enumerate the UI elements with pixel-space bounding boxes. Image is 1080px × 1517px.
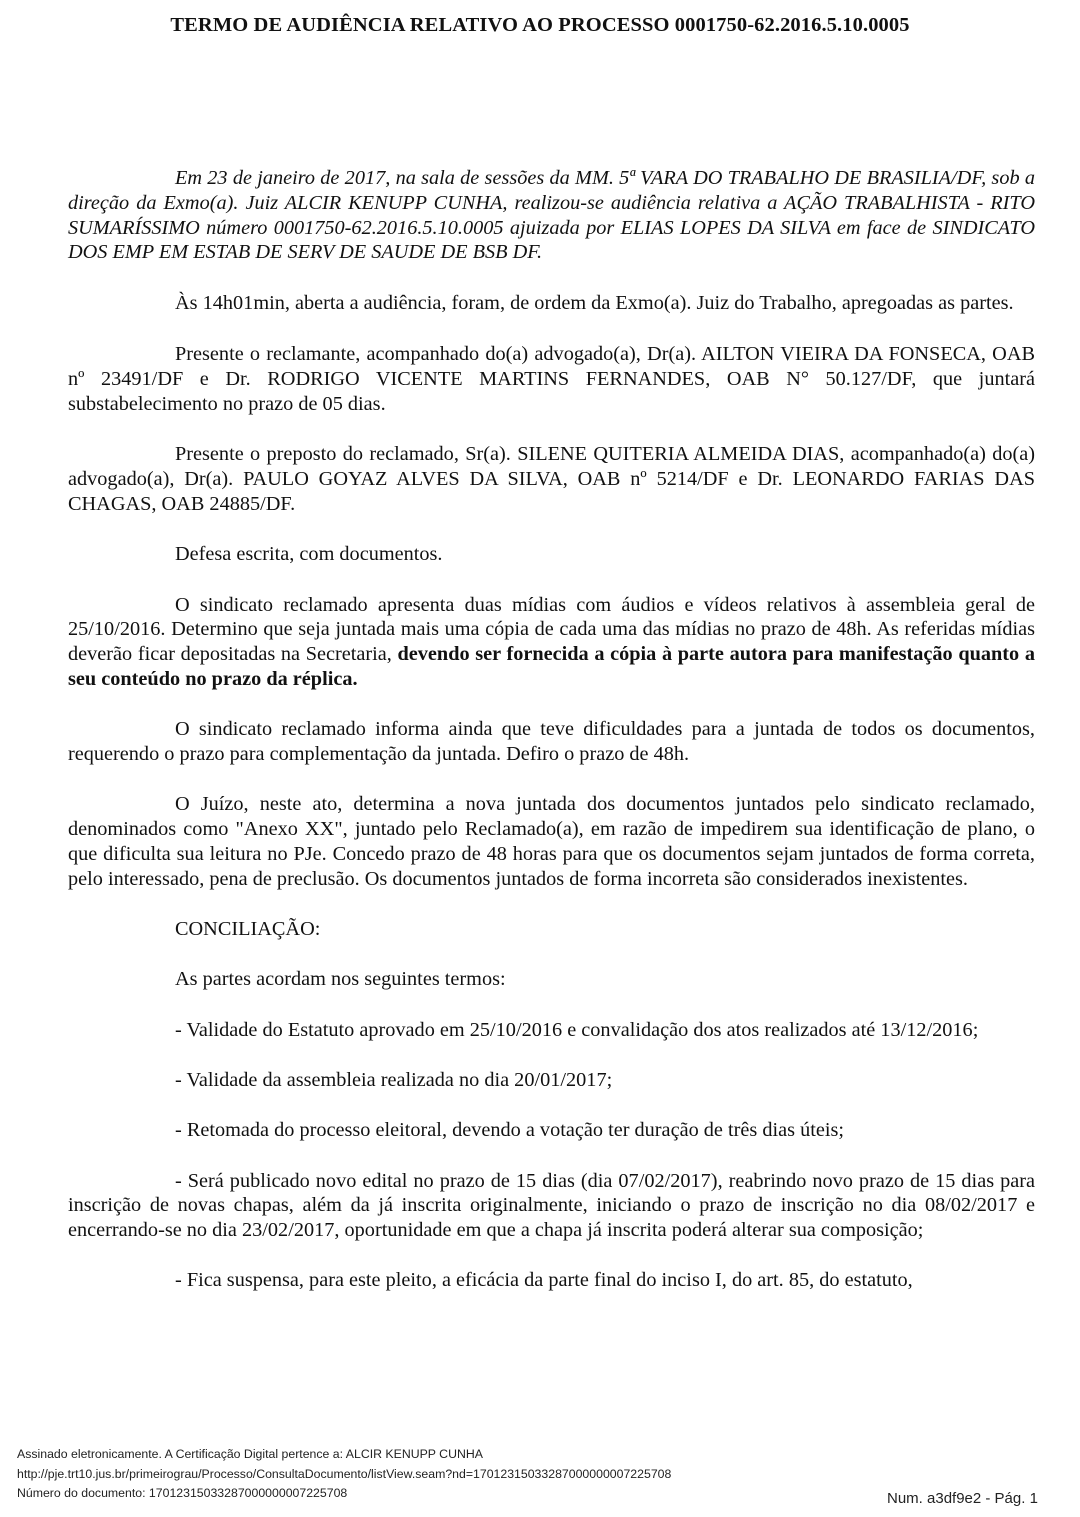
document-body bbox=[68, 166, 1035, 1319]
signature-footer bbox=[17, 1445, 671, 1504]
paragraph-opening-hearing: Às 14h01min, aberta a audiência, foram, de ordem da Exmo(a). Juiz do Trabalho, apregoadas as partes. bbox=[175, 291, 1014, 314]
paragraph-claimant-present: Presente o reclamante, acompanhado do(a) advogado(a), Dr(a). AILTON VIEIRA DA FONSECA, OAB nº 23491/DF e Dr. RODRIGO VICENTE MARTINS FERNANDES, OAB N° 50.127/DF, que juntará substabelecimento no prazo de 05 dias. bbox=[68, 343, 1035, 416]
term-item: - Fica suspensa, para este pleito, a eficácia da parte final do inciso I, do art. 85, do estatuto, bbox=[175, 1269, 913, 1292]
paragraph-defendant-present: Presente o preposto do reclamado, Sr(a). SILENE QUITERIA ALMEIDA DIAS, acompanhado(a) do(a) advogado(a), Dr(a). PAULO GOYAZ ALVES DA SILVA, OAB nº 5214/DF e Dr. LEONARDO FARIAS DAS CHAGAS, OAB 24885/DF. bbox=[68, 443, 1035, 515]
page-number: Num. a3df9e2 - Pág. 1 bbox=[887, 1490, 1038, 1507]
term-item: - Será publicado novo edital no prazo de 15 dias (dia 07/02/2017), reabrindo novo prazo de 15 dias para inscrição de novas chapas, além da já inscrita originalmente, iniciando o prazo de inscrição no dia 08/02/2017 e encerrando-se no dia 23/02/2017, oportunidade em que a chapa já inscrita poderá alterar sua composição; bbox=[68, 1169, 1035, 1242]
document-number: Número do documento: 17012315033287000000007225708 bbox=[17, 1486, 348, 1501]
paragraph-defense: Defesa escrita, com documentos. bbox=[175, 543, 443, 566]
term-item: - Retomada do processo eleitoral, devendo a votação ter duração de três dias úteis; bbox=[175, 1119, 845, 1142]
conciliation-heading: CONCILIAÇÃO: bbox=[175, 918, 321, 941]
terms-intro: As partes acordam nos seguintes termos: bbox=[175, 968, 506, 991]
paragraph-media-text: O sindicato reclamado apresenta duas mídias com áudios e vídeos relativos à assembleia geral de 25/10/2016. Determino que seja juntada mais uma cópia de cada uma das mídias no prazo de 48h. As referidas mídias deverão ficar depositadas na Secretaria, bbox=[68, 593, 1035, 666]
term-item: - Validade do Estatuto aprovado em 25/10/2016 e convalidação dos atos realizados até 13/12/2016; bbox=[175, 1018, 979, 1041]
paragraph-difficulties: O sindicato reclamado informa ainda que teve dificuldades para a juntada de todos os documentos, requerendo o prazo para complementação da juntada. Defiro o prazo de 48h. bbox=[68, 718, 1035, 766]
paragraph-media bbox=[68, 593, 1035, 692]
paragraph-court-order: O Juízo, neste ato, determina a nova juntada dos documentos juntados pelo sindicato reclamado, denominados como "Anexo XX", juntado pelo Reclamado(a), em razão de impedirem sua identificação de plano, o que dificulta sua leitura no PJe. Concedo prazo de 48 horas para que os documentos sejam juntados de forma correta, pelo interessado, pena de preclusão. Os documentos juntados de forma incorreta são considerados inexistentes. bbox=[68, 793, 1035, 890]
document-title: TERMO DE AUDIÊNCIA RELATIVO AO PROCESSO 0001750-62.2016.5.10.0005 bbox=[170, 14, 910, 36]
term-item: - Validade da assembleia realizada no dia 20/01/2017; bbox=[175, 1068, 613, 1091]
document-url[interactable]: http://pje.trt10.jus.br/primeirograu/Processo/ConsultaDocumento/listView.seam?nd=17012315033287000000007225708 bbox=[17, 1466, 672, 1481]
signature-line: Assinado eletronicamente. A Certificação Digital pertence a: ALCIR KENUPP CUNHA bbox=[17, 1447, 483, 1461]
paragraph-media-emphasis: devendo ser fornecida a cópia à parte autora para manifestação quanto a seu conteúdo no prazo da réplica. bbox=[68, 643, 1035, 690]
paragraph-opening: Em 23 de janeiro de 2017, na sala de sessões da MM. 5ª VARA DO TRABALHO DE BRASILIA/DF, sob a direção da Exmo(a). Juiz ALCIR KENUPP CUNHA, realizou-se audiência relativa a AÇÃO TRABALHISTA - RITO SUMARÍSSIMO número 0001750-62.2016.5.10.0005 ajuizada por ELIAS LOPES DA SILVA em face de SINDICATO DOS EMP EM ESTAB DE SERV DE SAUDE DE BSB DF. bbox=[68, 167, 1035, 264]
